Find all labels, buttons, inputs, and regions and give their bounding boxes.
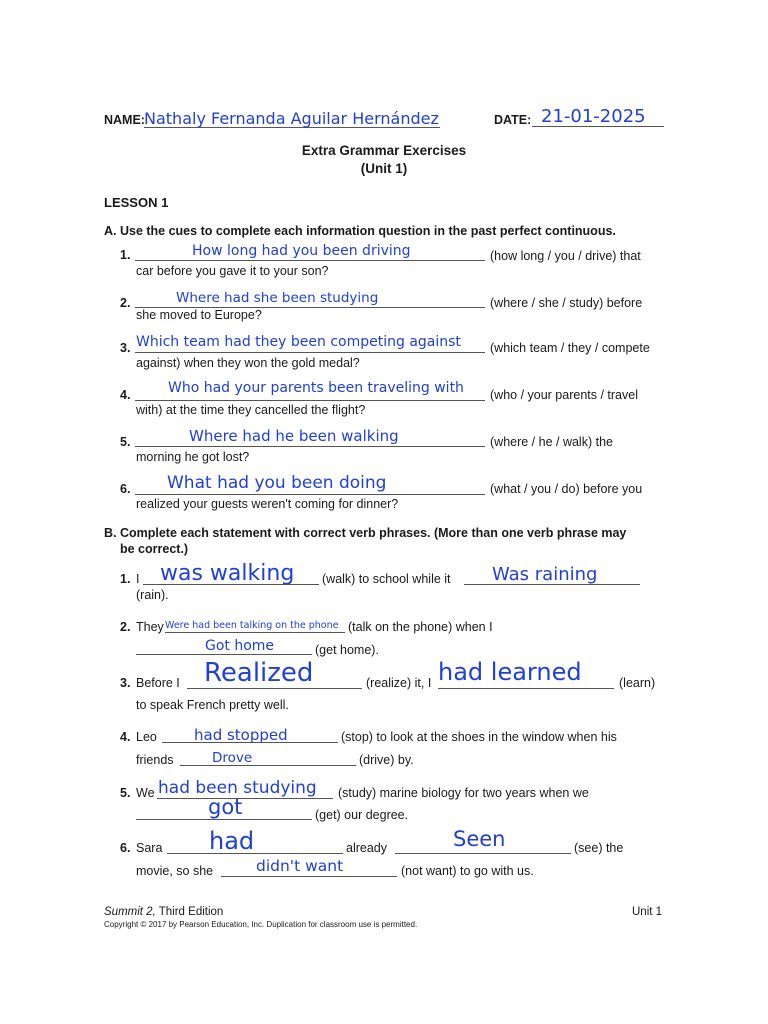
b4-line2 (180, 765, 356, 766)
section-b-instruction: B. Complete each statement with correct verb phrases. (More than one verb phrase may (104, 526, 627, 540)
b4-number: 4. (120, 730, 131, 744)
section-a-instruction: A. Use the cues to complete each information question in the past perfect continuous. (104, 224, 616, 238)
b2-line2 (136, 654, 312, 655)
b1-number: 1. (120, 572, 131, 586)
date-label: DATE: (494, 113, 532, 127)
b6-mid: already (346, 841, 387, 855)
b3-pre: Before I (136, 676, 180, 690)
footer-copyright: Copyright © 2017 by Pearson Education, Inc. Duplication for classroom use is permitted. (104, 920, 418, 929)
a1-cue: (how long / you / drive) that (490, 249, 641, 263)
a1-answer: How long had you been driving (192, 243, 411, 259)
b6-answer3: didn't want (256, 857, 344, 875)
b6-line1 (167, 853, 343, 854)
a4-line (135, 400, 485, 401)
b3-cont: to speak French pretty well. (136, 698, 289, 712)
a5-cont: morning he got lost? (136, 450, 250, 464)
b1-cont: (rain). (136, 588, 169, 602)
a1-cont: car before you gave it to your son? (136, 264, 329, 278)
b1-answer2: Was raining (492, 564, 598, 585)
b6-answer2: Seen (453, 827, 506, 851)
a5-line (135, 446, 485, 447)
b6-number: 6. (120, 841, 131, 855)
b2-answer2: Got home (205, 638, 275, 654)
a2-cont: she moved to Europe? (136, 308, 262, 322)
b2-answer1: Were had been talking on the phone (165, 620, 339, 631)
b1-mid: (walk) to school while it (322, 572, 451, 586)
b6-pre2: movie, so she (136, 864, 214, 878)
b2-mid: (talk on the phone) when I (348, 620, 493, 634)
b3-line2 (438, 688, 614, 689)
a6-number: 6. (120, 482, 131, 496)
b6-line3 (221, 876, 397, 877)
a6-cont: realized your guests weren't coming for dinner? (136, 497, 399, 511)
b1-answer1: was walking (160, 561, 295, 586)
footer-unit: Unit 1 (632, 906, 663, 918)
b5-pre: We (136, 786, 155, 800)
b3-number: 3. (120, 676, 131, 690)
a6-line (135, 494, 485, 495)
footer-edition: Third Edition (155, 906, 224, 918)
b4-pre2: friends (136, 753, 174, 767)
b4-mid: (stop) to look at the shoes in the window when his (341, 730, 617, 744)
section-b-instruction-cont: be correct.) (120, 542, 189, 556)
b6-line2 (395, 853, 571, 854)
a1-line (135, 260, 485, 261)
a4-answer: Who had your parents been traveling with (168, 380, 464, 396)
b2-number: 2. (120, 620, 131, 634)
name-value: Nathaly Fernanda Aguilar Hernández (144, 109, 439, 128)
a5-cue: (where / he / walk) the (490, 435, 613, 449)
b2-line1 (165, 632, 345, 633)
b3-answer2: had learned (438, 658, 582, 686)
b5-answer2: got (208, 795, 243, 819)
b6-cont: (not want) to go with us. (401, 864, 534, 878)
b6-pre: Sara (136, 841, 163, 855)
b1-pre: I (136, 572, 140, 586)
a4-cont: with) at the time they cancelled the flight? (136, 403, 366, 417)
b6-post: (see) the (574, 841, 624, 855)
b5-answer1: had been studying (158, 778, 317, 798)
name-label: NAME: (104, 113, 145, 127)
b5-cont: (get) our degree. (315, 808, 409, 822)
a5-answer: Where had he been walking (189, 427, 399, 445)
b2-cont: (get home). (315, 643, 379, 657)
a3-cont: against) when they won the gold medal? (136, 356, 360, 370)
b4-pre: Leo (136, 730, 157, 744)
a3-number: 3. (120, 341, 131, 355)
page-subtitle: (Unit 1) (360, 161, 408, 176)
a3-answer: Which team had they been competing against (136, 334, 461, 350)
a6-cue: (what / you / do) before you (490, 482, 643, 496)
b3-answer1: Realized (204, 658, 314, 688)
b5-mid: (study) marine biology for two years when we (338, 786, 589, 800)
b6-answer1: had (209, 827, 255, 855)
b5-line2 (136, 819, 312, 820)
b4-answer2: Drove (212, 750, 253, 766)
a3-line (135, 352, 485, 353)
a6-answer: What had you been doing (167, 473, 387, 493)
a5-number: 5. (120, 435, 131, 449)
b4-cont: (drive) by. (359, 753, 414, 767)
lesson-heading: LESSON 1 (104, 195, 169, 210)
b5-number: 5. (120, 786, 131, 800)
a2-number: 2. (120, 296, 131, 310)
date-value: 21-01-2025 (541, 106, 646, 127)
a2-answer: Where had she been studying (176, 290, 379, 306)
b3-post: (learn) (619, 676, 656, 690)
footer-book-title: Summit 2, (104, 906, 156, 918)
a4-cue: (who / your parents / travel (490, 388, 638, 402)
footer-book (104, 906, 223, 918)
a2-cue: (where / she / study) before (490, 296, 643, 310)
a3-cue: (which team / they / compete (490, 341, 650, 355)
a4-number: 4. (120, 388, 131, 402)
b5-line1 (157, 798, 333, 799)
b2-pre: They (136, 620, 164, 634)
page-title: Extra Grammar Exercises (301, 143, 467, 158)
b4-answer1: had stopped (194, 726, 288, 744)
a1-number: 1. (120, 248, 131, 262)
b3-mid: (realize) it, I (366, 676, 432, 690)
b3-line1 (187, 688, 362, 689)
